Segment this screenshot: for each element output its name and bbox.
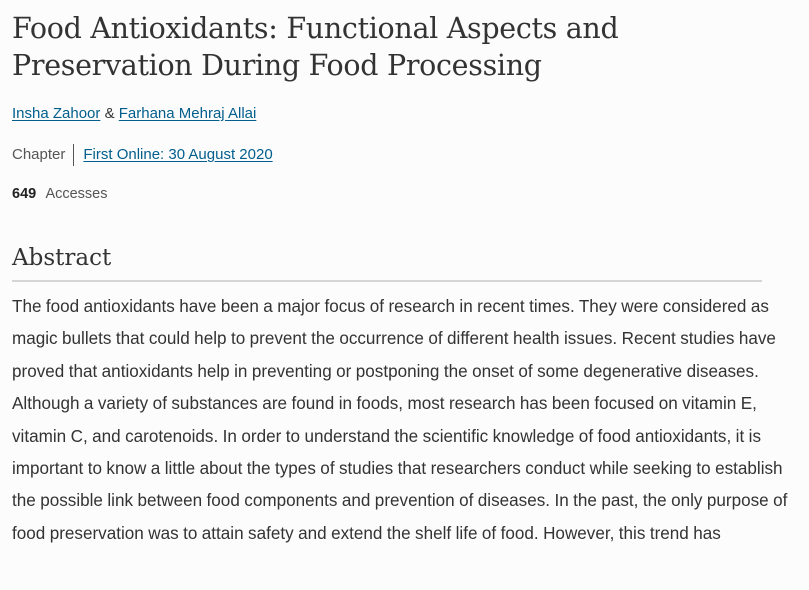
accesses-metric: [12, 185, 809, 203]
first-online-link[interactable]: First Online: 30 August 2020: [83, 146, 273, 163]
meta-divider: [73, 144, 74, 166]
accesses-label: Accesses: [45, 186, 108, 202]
accesses-count: 649: [12, 186, 37, 202]
author-list: [12, 105, 809, 123]
author-link[interactable]: Insha Zahoor: [12, 105, 101, 122]
author-separator: &: [104, 105, 115, 122]
content-type-label: Chapter: [12, 146, 66, 163]
abstract-heading: Abstract: [12, 243, 762, 282]
article-title: Food Antioxidants: Functional Aspects and Preservation During Food Processing: [12, 12, 619, 82]
article-meta: [12, 144, 809, 166]
abstract-text: The food antioxidants have been a major focus of research in recent times. They were considered as magic bullets that could help to prevent the occurrence of different health issues. Recent studies have proved that antioxidants help in preventing or postponing the onset of some degenerative diseases. Although a variety of substances are found in foods, most research has been focused on vitamin E, vitamin C, and carotenoids. In order to understand the scientific knowledge of food antioxidants, it is important to know a little about the types of studies that researchers conduct while seeking to establish the possible link between food components and prevention of diseases. In the past, the only purpose of food preservation was to attain safety and extend the shelf life of food. However, this trend has: [12, 297, 788, 543]
author-link[interactable]: Farhana Mehraj Allai: [118, 105, 257, 122]
